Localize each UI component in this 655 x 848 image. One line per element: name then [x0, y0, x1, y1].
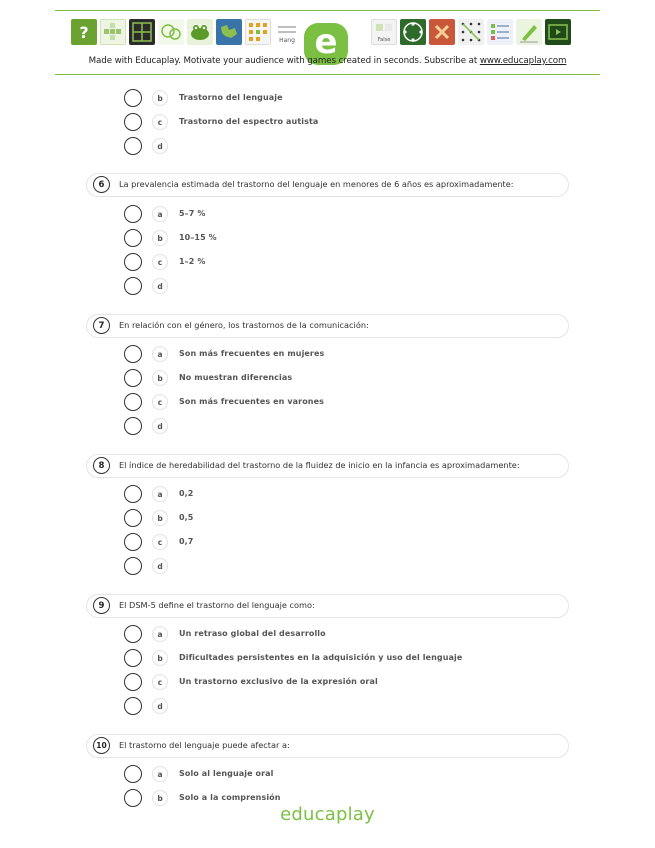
- hang-label: Hang: [279, 37, 295, 44]
- option-text: Dificultades persistentes en la adquisición y uso del lenguaje: [179, 653, 463, 662]
- option-text: No muestran diferencias: [179, 373, 293, 382]
- option-text: Trastorno del espectro autista: [179, 117, 319, 126]
- option-text: Son más frecuentes en mujeres: [179, 349, 325, 358]
- question-number: 8: [93, 457, 110, 474]
- radio-button[interactable]: [124, 345, 142, 363]
- option-text: Un trastorno exclusivo de la expresión oral: [179, 677, 378, 686]
- question-header: [86, 173, 569, 197]
- radio-button[interactable]: [124, 205, 142, 223]
- question-header: [86, 314, 569, 338]
- tagline-text: Made with Educaplay. Motivate your audience with games created in seconds. Subscribe at: [88, 56, 480, 66]
- checklist-icon: [487, 19, 513, 45]
- radio-button[interactable]: [124, 89, 142, 107]
- option-row[interactable]: [124, 485, 544, 505]
- option-row[interactable]: [124, 673, 544, 693]
- radio-button[interactable]: [124, 113, 142, 131]
- option-row[interactable]: [124, 765, 544, 785]
- radio-button[interactable]: [124, 697, 142, 715]
- option-row[interactable]: [124, 89, 544, 109]
- option-letter: b: [152, 650, 168, 666]
- option-letter: b: [152, 510, 168, 526]
- option-row[interactable]: [124, 697, 544, 717]
- question-text: La prevalencia estimada del trastorno del lenguaje en menores de 6 años es aproximadamente:: [119, 179, 514, 189]
- option-text: Trastorno del lenguaje: [179, 93, 283, 102]
- question-text: El índice de heredabilidad del trastorno de la fluidez de inicio en la infancia es aproximadamente:: [119, 460, 520, 470]
- radio-button[interactable]: [124, 673, 142, 691]
- option-row[interactable]: [124, 229, 544, 249]
- option-row[interactable]: [124, 509, 544, 529]
- option-letter: b: [152, 230, 168, 246]
- option-row[interactable]: [124, 557, 544, 577]
- radio-button[interactable]: [124, 253, 142, 271]
- false-label: False: [377, 37, 391, 43]
- option-text: 5–7 %: [179, 209, 206, 218]
- option-letter: c: [152, 394, 168, 410]
- quiz-question-icon: [71, 19, 97, 45]
- alphabet-grid-icon: [245, 19, 271, 45]
- word-search-icon: [129, 19, 155, 45]
- option-text: Son más frecuentes en varones: [179, 397, 324, 406]
- option-text: 0,2: [179, 489, 194, 498]
- question-header: [86, 454, 569, 478]
- radio-button[interactable]: [124, 277, 142, 295]
- radio-button[interactable]: [124, 229, 142, 247]
- option-letter: c: [152, 254, 168, 270]
- question-number: 10: [93, 737, 110, 754]
- writing-icon: [516, 19, 542, 45]
- option-letter: d: [152, 418, 168, 434]
- option-text: Solo a la comprensión: [179, 793, 281, 802]
- radio-button[interactable]: [124, 369, 142, 387]
- map-quiz-icon: [216, 19, 242, 45]
- option-letter: b: [152, 790, 168, 806]
- option-letter: b: [152, 370, 168, 386]
- radio-button[interactable]: [124, 485, 142, 503]
- question-header: [86, 594, 569, 618]
- tagline: [0, 56, 655, 66]
- subscribe-link[interactable]: www.educaplay.com: [479, 56, 567, 66]
- option-row[interactable]: [124, 205, 544, 225]
- option-letter: a: [152, 346, 168, 362]
- option-row[interactable]: [124, 113, 544, 133]
- option-text: 0,5: [179, 513, 194, 522]
- option-letter: d: [152, 558, 168, 574]
- logo-letter: e: [314, 22, 338, 62]
- crossword-icon: [100, 19, 126, 45]
- option-letter: c: [152, 674, 168, 690]
- radio-button[interactable]: [124, 393, 142, 411]
- option-letter: c: [152, 534, 168, 550]
- option-letter: d: [152, 278, 168, 294]
- option-letter: d: [152, 138, 168, 154]
- option-letter: a: [152, 626, 168, 642]
- option-letter: a: [152, 206, 168, 222]
- option-row[interactable]: [124, 625, 544, 645]
- option-letter: d: [152, 698, 168, 714]
- option-text: 1–2 %: [179, 257, 206, 266]
- question-number: 9: [93, 597, 110, 614]
- true-false-icon: [371, 19, 397, 45]
- option-letter: c: [152, 114, 168, 130]
- option-row[interactable]: [124, 393, 544, 413]
- radio-button[interactable]: [124, 765, 142, 783]
- radio-button[interactable]: [124, 509, 142, 527]
- option-row[interactable]: [124, 533, 544, 553]
- matching-icon: [429, 19, 455, 45]
- option-text: Solo al lenguaje oral: [179, 769, 274, 778]
- question-text: El trastorno del lenguaje puede afectar a:: [119, 740, 290, 750]
- option-text: 10–15 %: [179, 233, 217, 242]
- radio-button[interactable]: [124, 533, 142, 551]
- option-row[interactable]: [124, 137, 544, 157]
- option-text: Un retraso global del desarrollo: [179, 629, 326, 638]
- question-header: [86, 734, 569, 758]
- question-number: 7: [93, 317, 110, 334]
- question-number: 6: [93, 176, 110, 193]
- radio-button[interactable]: [124, 137, 142, 155]
- roulette-icon: [400, 19, 426, 45]
- option-row[interactable]: [124, 345, 544, 365]
- option-letter: b: [152, 90, 168, 106]
- option-row[interactable]: [124, 649, 544, 669]
- option-letter: a: [152, 766, 168, 782]
- option-text: 0,7: [179, 537, 194, 546]
- question-text: El DSM-5 define el trastorno del lenguaje como:: [119, 600, 315, 610]
- footer-logo: educaplay: [280, 804, 375, 825]
- option-row[interactable]: [124, 369, 544, 389]
- option-row[interactable]: [124, 253, 544, 273]
- header-top-rule: [55, 10, 600, 11]
- radio-button[interactable]: [124, 625, 142, 643]
- connect-dots-icon: [458, 19, 484, 45]
- option-letter: a: [152, 486, 168, 502]
- option-row[interactable]: [124, 417, 544, 437]
- fill-blanks-icon: [274, 19, 300, 45]
- radio-button[interactable]: [124, 557, 142, 575]
- radio-button[interactable]: [124, 649, 142, 667]
- question-text: En relación con el género, los trastornos de la comunicación:: [119, 320, 369, 330]
- video-quiz-icon: [545, 19, 571, 45]
- svg-text:?: ?: [79, 23, 89, 42]
- frog-game-icon: [187, 19, 213, 45]
- option-row[interactable]: [124, 277, 544, 297]
- header-bottom-rule: [55, 74, 600, 75]
- radio-button[interactable]: [124, 417, 142, 435]
- dialogue-icon: [158, 19, 184, 45]
